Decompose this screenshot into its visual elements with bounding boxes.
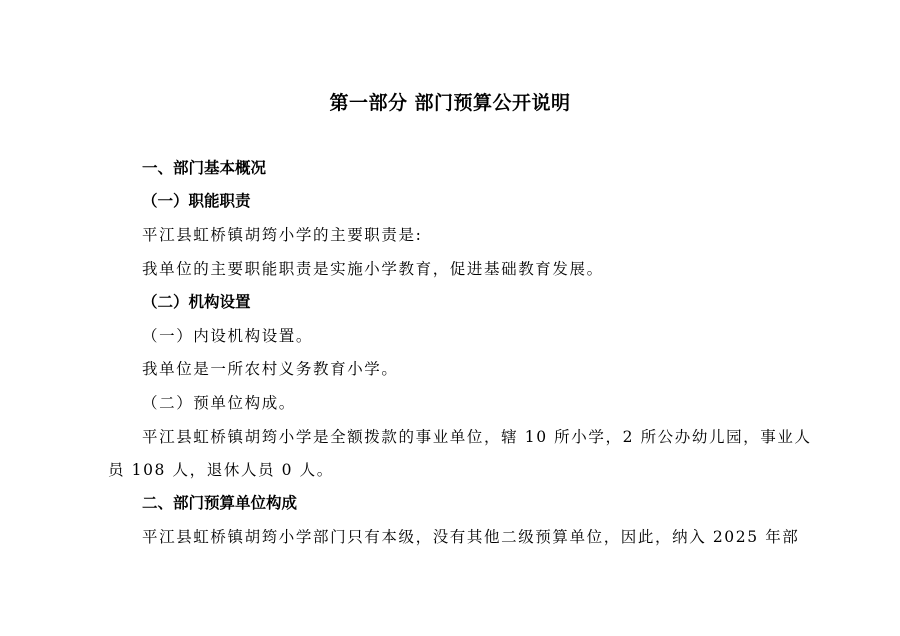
section-heading-1: 一、部门基本概况 bbox=[142, 159, 267, 177]
paragraph-internal-structure: （一）内设机构设置。 bbox=[142, 327, 314, 345]
paragraph-unit-detail-line2: 员 108 人，退休人员 0 人。 bbox=[108, 461, 334, 479]
section-heading-2: 二、部门预算单位构成 bbox=[142, 494, 298, 512]
paragraph-unit-detail-line1: 平江县虹桥镇胡筠小学是全额拨款的事业单位，辖 10 所小学，2 所公办幼儿园，事业人 bbox=[142, 428, 812, 446]
paragraph-unit-composition: （二）预单位构成。 bbox=[142, 394, 296, 412]
paragraph-school-type: 我单位是一所农村义务教育小学。 bbox=[142, 360, 399, 378]
paragraph-duties-intro: 平江县虹桥镇胡筠小学的主要职责是: bbox=[142, 226, 423, 244]
subsection-heading-structure: （二）机构设置 bbox=[142, 293, 251, 311]
subsection-heading-duties: （一）职能职责 bbox=[142, 192, 251, 210]
paragraph-budget-units: 平江县虹桥镇胡筠小学部门只有本级，没有其他二级预算单位，因此，纳入 2025 年部 bbox=[142, 528, 800, 546]
paragraph-duties-detail: 我单位的主要职能职责是实施小学教育，促进基础教育发展。 bbox=[142, 260, 604, 278]
page-title: 第一部分 部门预算公开说明 bbox=[329, 92, 571, 114]
